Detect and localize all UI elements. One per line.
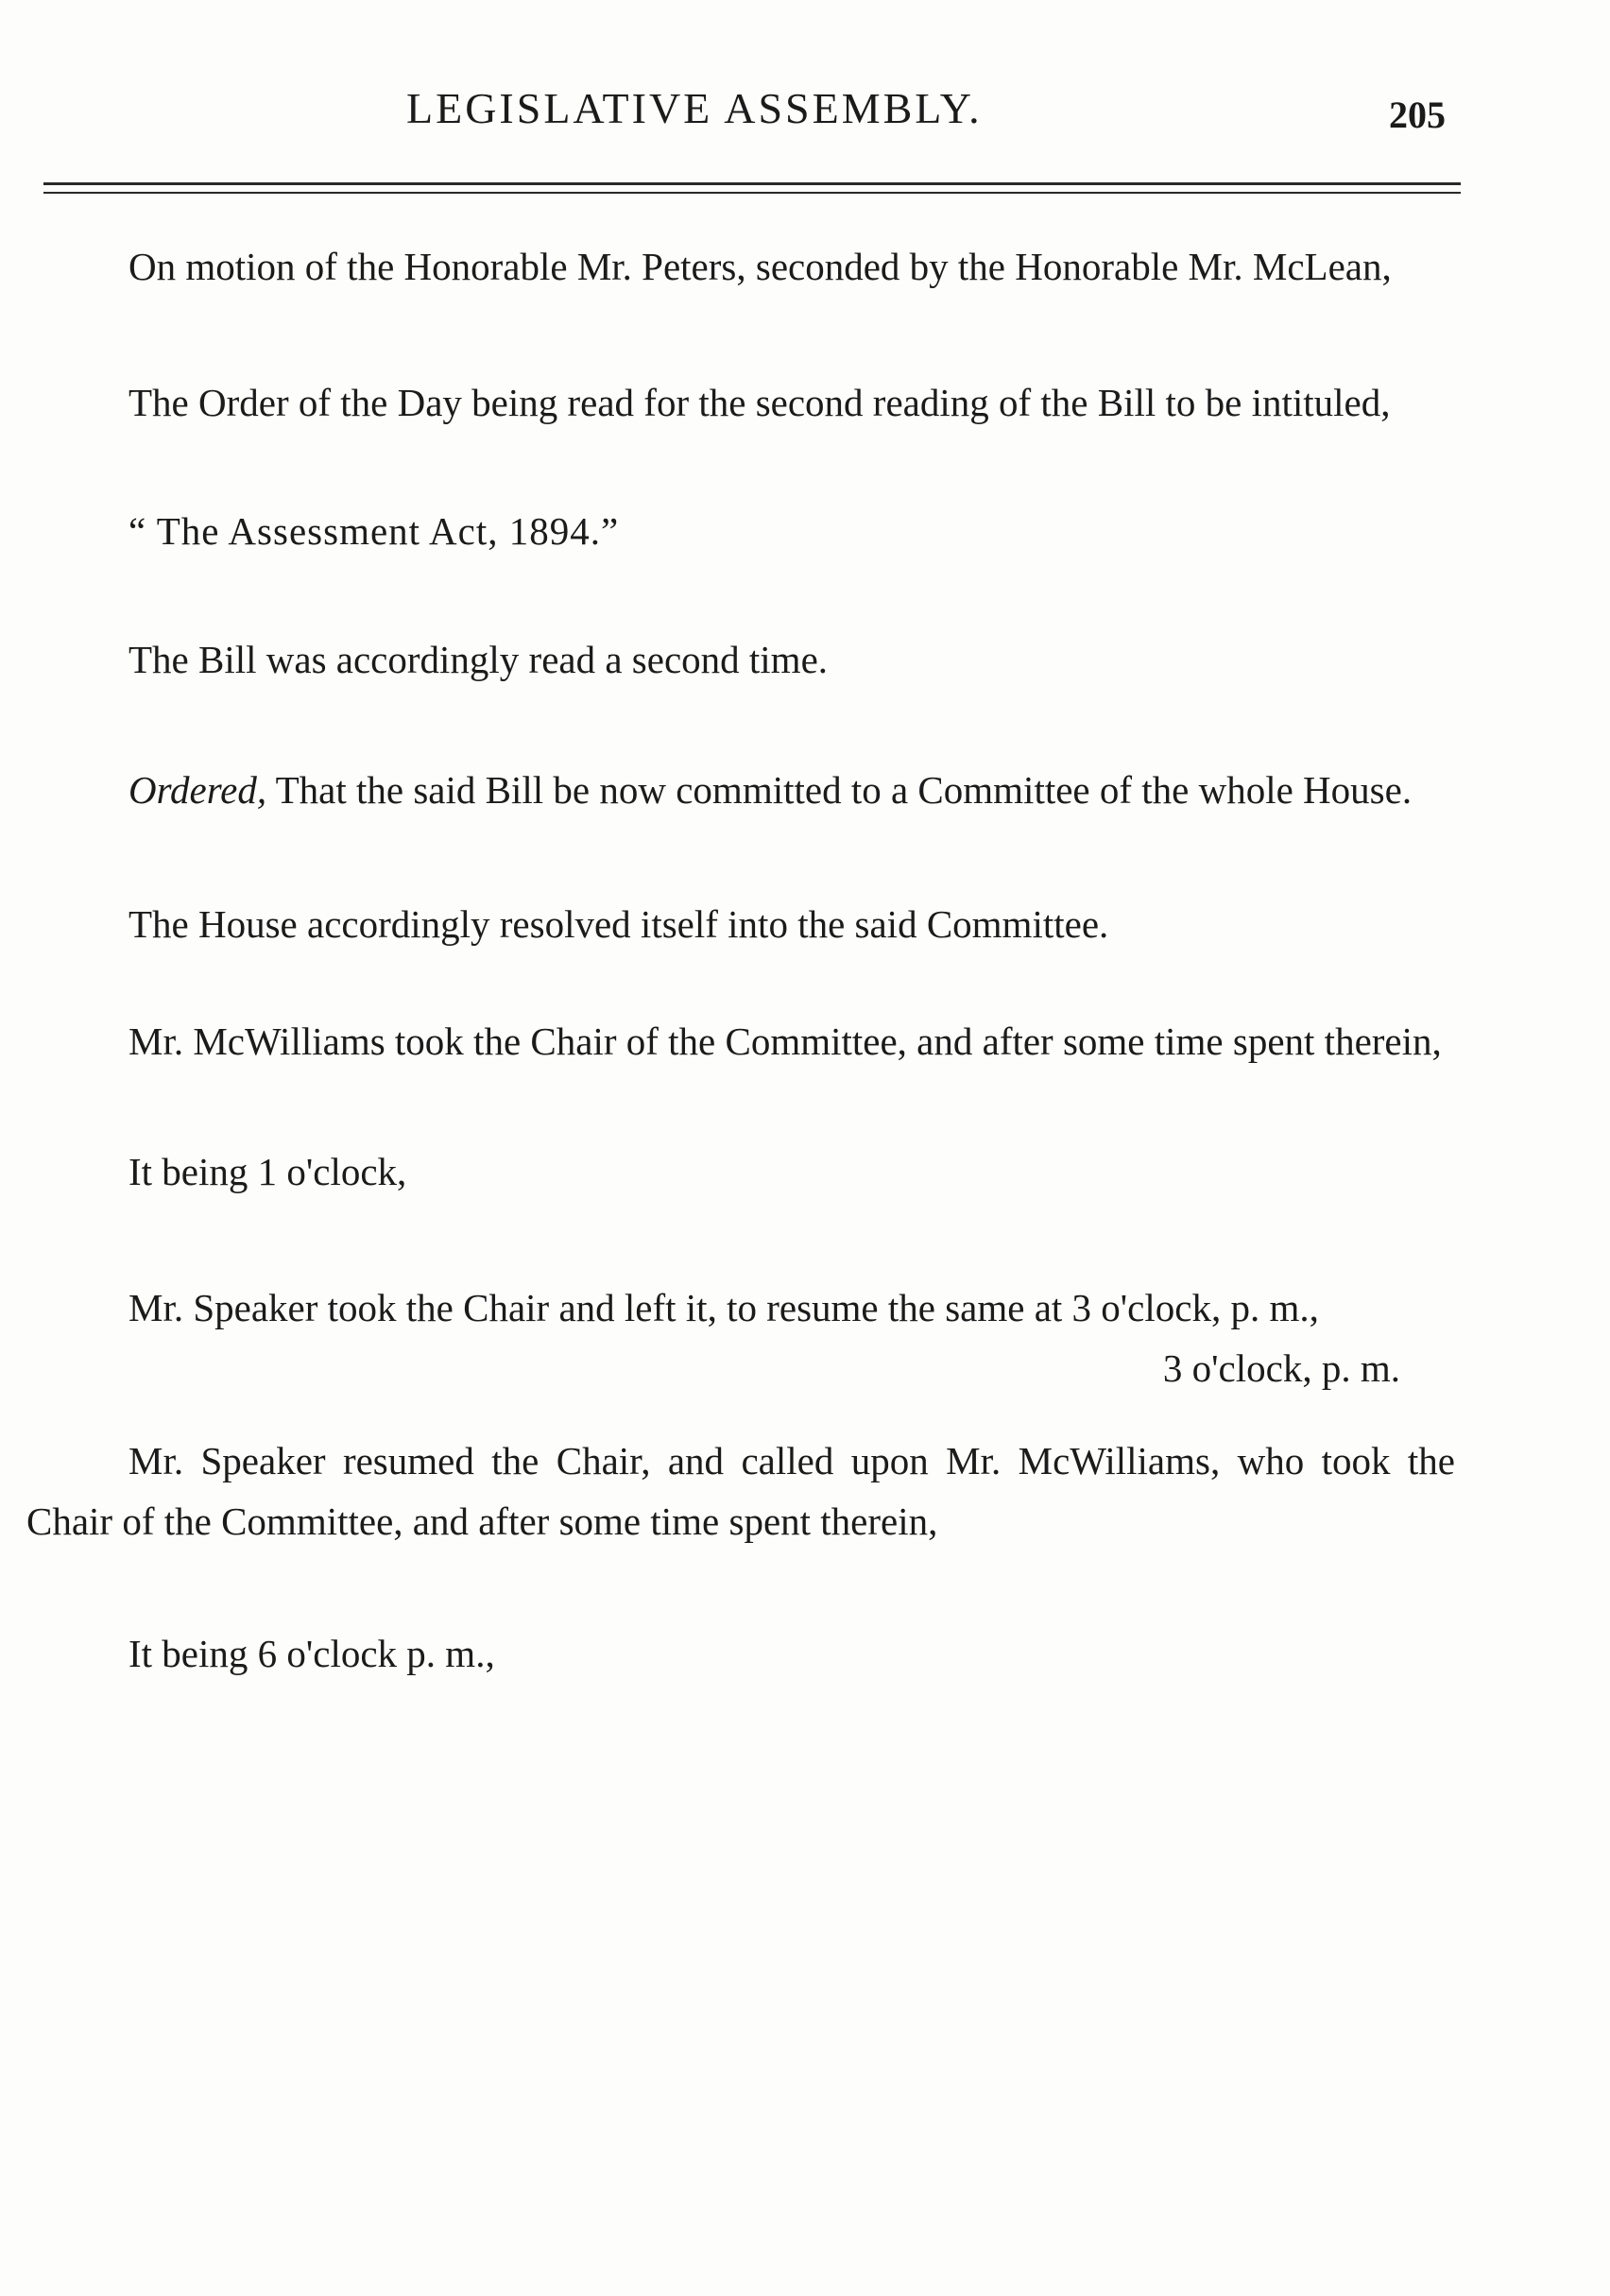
ordered-lead: Ordered, [128,768,267,812]
header-rule-top [43,182,1461,185]
paragraph-chair: Mr. McWilliams took the Chair of the Committee, and after some time spent therein, [128,1019,1442,1063]
paragraph-one-oclock: It being 1 o'clock, [128,1150,407,1193]
paragraph-bill-title: “ The Assessment Act, 1894.” [128,509,620,553]
paragraph-six-oclock: It being 6 o'clock p. m., [128,1632,495,1675]
paragraph-order-of-day: The Order of the Day being read for the second reading of the Bill to be intituled, [128,381,1391,424]
paragraph-ordered: Ordered, That the said Bill be now committed to a Committee of the whole House. [128,768,1413,812]
page-number: 205 [1389,94,1446,136]
running-title: LEGISLATIVE ASSEMBLY. [406,84,983,132]
paragraph-second-reading: The Bill was accordingly read a second time. [128,638,829,681]
paragraph-time-marker: 3 o'clock, p. m. [1162,1346,1400,1390]
paragraph-speaker-left: Mr. Speaker took the Chair and left it, to resume the same at 3 o'clock, p. m., [128,1286,1319,1329]
paragraph-motion: On motion of the Honorable Mr. Peters, seconded by the Honorable Mr. McLean, [128,245,1392,288]
paragraph-speaker-resumed: Mr. Speaker resumed the Chair, and called upon Mr. McWilliams, who took the Chair of the Committee, and after some time spent therein, [26,1439,1455,1543]
body-text [26,236,1455,1684]
paragraph-resolved: The House accordingly resolved itself into the said Committee. [128,902,1109,946]
header-rule-bottom [43,192,1461,194]
